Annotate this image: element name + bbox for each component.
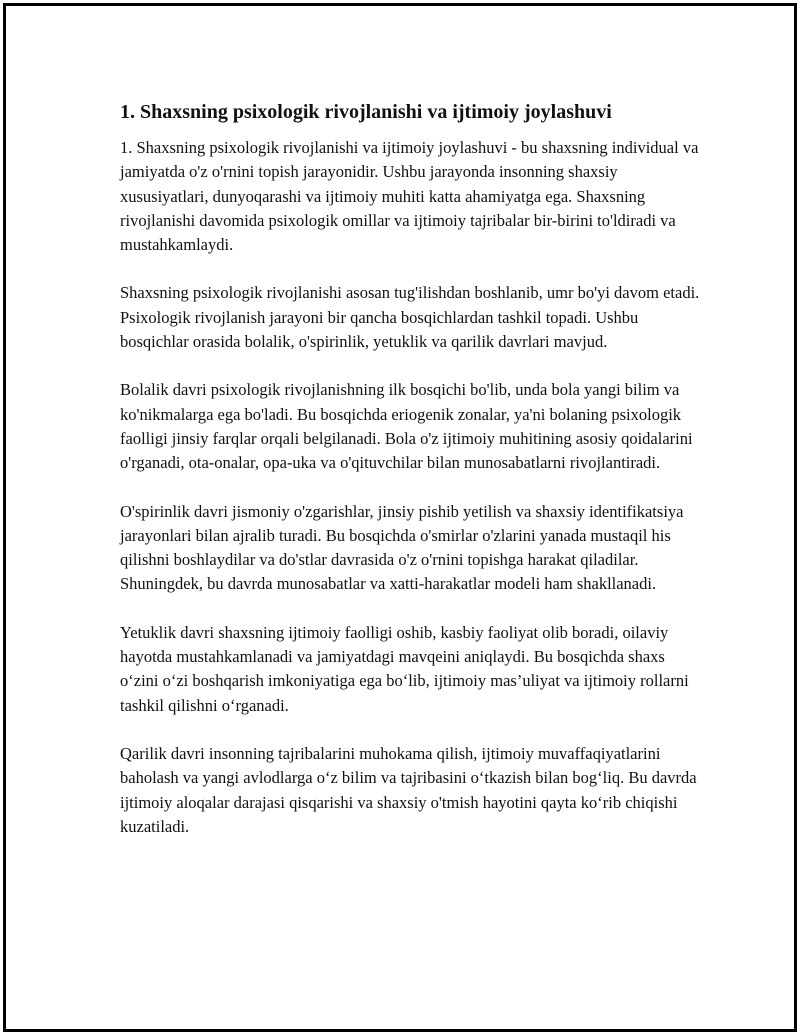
- document-body: [120, 98, 700, 863]
- paragraph-adolescence: O'spirinlik davri jismoniy o'zgarishlar, jinsiy pishib yetilish va shaxsiy identifikatsiya jarayonlari bilan ajralib turadi. Bu bosqichda o'smirlar o'zlarini yanada mustaqil his qilishni boshlaydilar va do'stlar davrasida o'z o'rnini topishga harakat qiladilar. Shuningdek, bu davrda munosabatlar va xatti-harakatlar modeli ham shakllanadi.: [120, 501, 684, 594]
- paragraph-intro: 1. Shaxsning psixologik rivojlanishi va ijtimoiy joylashuvi - bu shaxsning individual va jamiyatda o'z o'rnini topish jarayonidir. Ushbu jarayonda insonning shaxsiy xususiyatlari, dunyoqarashi va ijtimoiy muhiti katta ahamiyatga ega. Shaxsning rivojlanishi davomida psixologik omillar va ijtimoiy tajribalar bir-birini to'ldiradi va mustahkamlaydi.: [120, 138, 699, 255]
- paragraph-development-stages: Shaxsning psixologik rivojlanishi asosan tug'ilishdan boshlanib, umr bo'yi davom etadi. Psixologik rivojlanish jarayoni bir qancha bosqichlardan tashkil topadi. Ushbu bosqichlar orasida bolalik, o'spirinlik, yetuklik va qarilik davrlari mavjud.: [120, 283, 700, 352]
- paragraph-childhood: Bolalik davri psixologik rivojlanishning ilk bosqichi bo'lib, unda bola yangi bilim va ko'nikmalarga ega bo'ladi. Bu bosqichda eriogenik zonalar, ya'ni bolaning psixologik faolligi jinsiy farqlar orqali belgilanadi. Bola o'z ijtimoiy muhitining asosiy qoidalarini o'rganadi, ota-onalar, opa-uka va o'qituvchilar bilan munosabatlarni rivojlantiradi.: [120, 380, 693, 473]
- paragraph-old-age: Qarilik davri insonning tajribalarini muhokama qilish, ijtimoiy muvaffaqiyatlarini baholash va yangi avlodlarga o‘z bilim va tajribasini o‘tkazish bilan bog‘liq. Bu davrda ijtimoiy aloqalar darajasi qisqarishi va shaxsiy o'tmish hayotini qayta ko‘rib chiqishi kuzatiladi.: [120, 743, 697, 836]
- page-border: [3, 3, 797, 1032]
- paragraph-adulthood: Yetuklik davri shaxsning ijtimoiy faolligi oshib, kasbiy faoliyat olib boradi, oilaviy hayotda mustahkamlanadi va jamiyatdagi mavqeini aniqlaydi. Bu bosqichda shaxs o‘zini o‘zi boshqarish imkoniyatiga ega bo‘lib, ijtimoiy mas’uliyat va ijtimoiy rollarni tashkil qilishni o‘rganadi.: [120, 622, 689, 715]
- document-title: 1. Shaxsning psixologik rivojlanishi va ijtimoiy joylashuvi: [120, 101, 612, 123]
